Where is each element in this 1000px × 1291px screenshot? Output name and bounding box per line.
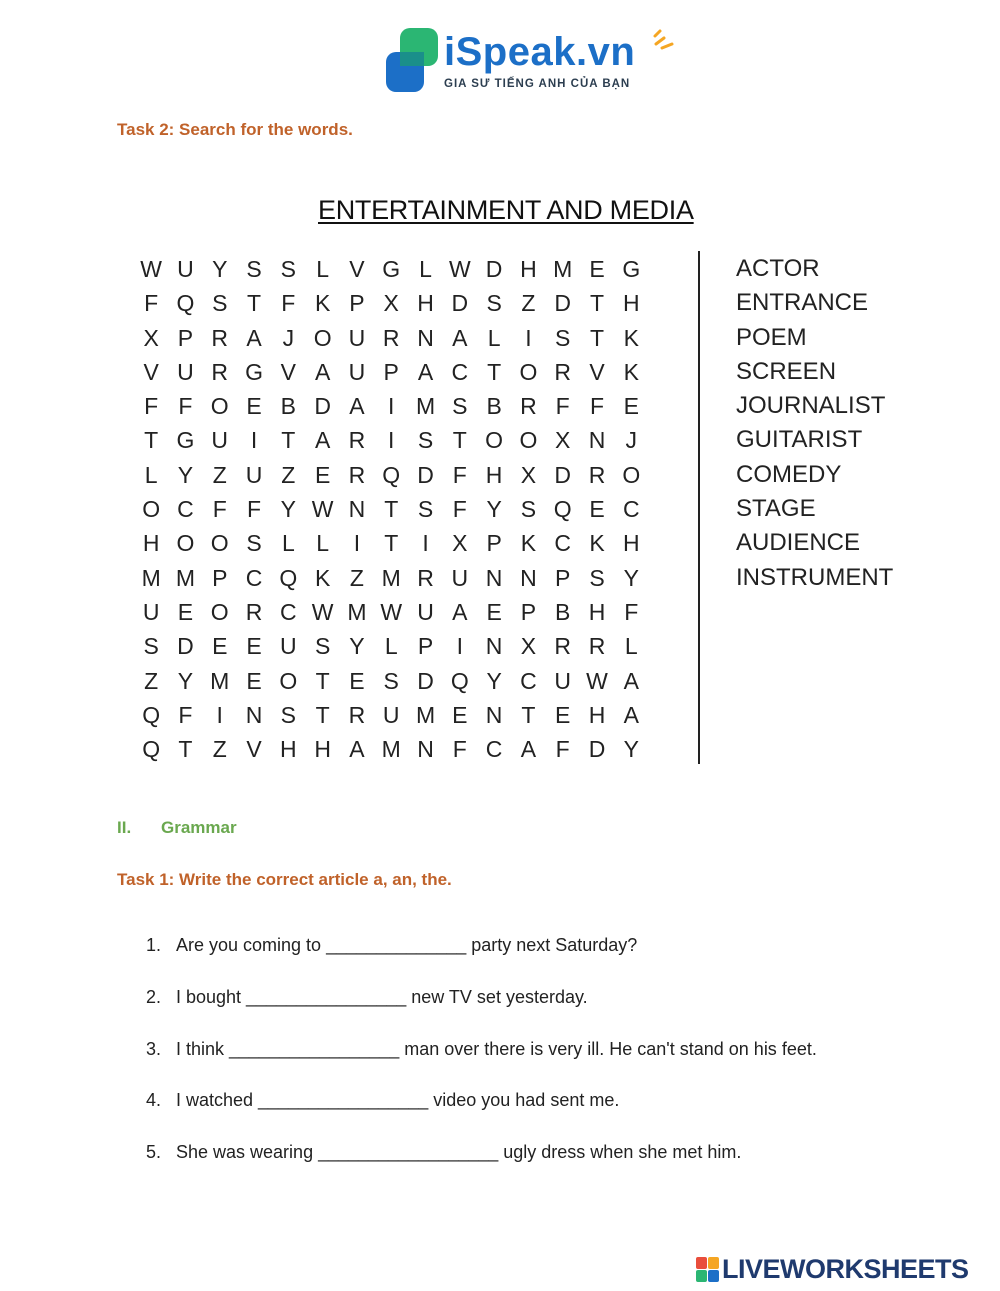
grid-cell[interactable]: V bbox=[280, 358, 296, 385]
grid-cell[interactable]: Y bbox=[349, 633, 365, 660]
word-list-item: STAGE bbox=[736, 495, 816, 523]
grid-cell[interactable]: L bbox=[384, 633, 398, 660]
grid-cell[interactable]: T bbox=[384, 496, 399, 523]
grid-cell[interactable]: L bbox=[624, 633, 638, 660]
grid-cell[interactable]: F bbox=[178, 393, 193, 420]
grid-cell[interactable]: H bbox=[520, 256, 537, 282]
grid-cell[interactable]: Z bbox=[212, 461, 227, 488]
grid-cell[interactable]: S bbox=[246, 256, 262, 282]
grid-cell[interactable]: F bbox=[589, 393, 605, 420]
grid-cell[interactable]: I bbox=[353, 530, 361, 557]
grid-cell[interactable]: P bbox=[520, 598, 537, 625]
grid-cell[interactable]: G bbox=[245, 358, 263, 385]
grid-cell[interactable]: R bbox=[211, 358, 229, 385]
grid-cell[interactable]: X bbox=[555, 427, 571, 454]
grid-cell[interactable]: C bbox=[554, 530, 572, 557]
grid-cell[interactable]: R bbox=[382, 324, 400, 351]
grid-cell[interactable]: L bbox=[419, 256, 432, 282]
puzzle-title: ENTERTAINMENT AND MEDIA bbox=[318, 195, 694, 225]
grid-row bbox=[134, 355, 648, 389]
grid-row bbox=[134, 629, 648, 663]
grid-cell[interactable]: E bbox=[452, 701, 468, 728]
grid-cell[interactable]: O bbox=[519, 427, 538, 454]
grid-cell[interactable]: W bbox=[311, 598, 334, 625]
word-list-item: ENTRANCE bbox=[736, 289, 869, 317]
exercise-item bbox=[146, 1085, 817, 1137]
grid-cell[interactable]: N bbox=[520, 564, 537, 591]
grid-cell[interactable]: W bbox=[140, 256, 162, 282]
grammar-number: II. bbox=[117, 818, 132, 837]
grid-cell[interactable]: E bbox=[212, 633, 228, 660]
grid-cell[interactable]: G bbox=[176, 427, 195, 454]
grid-cell[interactable]: S bbox=[520, 496, 537, 523]
word-list bbox=[736, 252, 893, 595]
grid-cell[interactable]: C bbox=[245, 564, 263, 591]
grid-cell[interactable]: V bbox=[246, 736, 262, 763]
grid-cell[interactable]: M bbox=[415, 701, 436, 728]
grid-cell[interactable]: E bbox=[314, 461, 331, 488]
grid-cell[interactable]: M bbox=[347, 598, 367, 625]
grid-cell[interactable]: K bbox=[314, 564, 331, 591]
grid-cell[interactable]: H bbox=[314, 736, 331, 763]
grid-cell[interactable]: Z bbox=[281, 461, 296, 488]
grid-cell[interactable]: F bbox=[178, 701, 193, 728]
liveworksheets-logo-icon bbox=[696, 1257, 720, 1283]
grid-cell[interactable]: X bbox=[452, 530, 468, 557]
grid-cell[interactable]: I bbox=[525, 324, 532, 351]
grid-cell[interactable]: S bbox=[143, 633, 159, 660]
grid-cell[interactable]: V bbox=[589, 358, 605, 385]
exercise-text: I bought ________________ new TV set yesterday. bbox=[176, 986, 588, 1007]
grid-cell[interactable]: C bbox=[451, 358, 469, 385]
grid-cell[interactable]: X bbox=[143, 324, 159, 351]
grid-cell[interactable]: H bbox=[588, 598, 606, 625]
word-list-item: GUITARIST bbox=[736, 426, 863, 454]
grid-cell[interactable]: Z bbox=[349, 564, 364, 591]
grid-cell[interactable]: H bbox=[622, 290, 640, 317]
grid-cell[interactable]: L bbox=[144, 461, 158, 488]
grid-cell[interactable]: Q bbox=[553, 496, 572, 523]
logo-name: iSpeak.vn bbox=[444, 30, 636, 74]
grid-cell[interactable]: A bbox=[246, 324, 262, 351]
grid-cell[interactable]: D bbox=[314, 393, 331, 420]
grid-cell[interactable]: F bbox=[212, 496, 227, 523]
grid-cell[interactable]: X bbox=[520, 633, 537, 660]
ispeak-logo-mark-icon bbox=[384, 26, 444, 94]
grid-cell[interactable]: R bbox=[348, 461, 366, 488]
grid-cell[interactable]: L bbox=[487, 324, 501, 351]
grid-cell[interactable]: T bbox=[384, 530, 399, 557]
grid-cell[interactable]: R bbox=[588, 461, 606, 488]
grid-row bbox=[134, 561, 648, 595]
exercise-item bbox=[146, 1034, 817, 1086]
grid-row bbox=[134, 321, 648, 355]
liveworksheets-text: LIVEWORKSHEETS bbox=[722, 1254, 969, 1284]
logo-tagline: GIA SƯ TIẾNG ANH CỦA BẠN bbox=[444, 78, 631, 90]
grid-cell[interactable]: S bbox=[555, 324, 571, 351]
grid-cell[interactable]: H bbox=[142, 530, 160, 557]
grid-cell[interactable]: K bbox=[520, 530, 537, 557]
grid-cell[interactable]: X bbox=[383, 290, 399, 317]
grid-cell[interactable]: A bbox=[623, 701, 639, 728]
grid-cell[interactable]: Y bbox=[623, 564, 639, 591]
grid-cell[interactable]: I bbox=[456, 633, 464, 660]
grid-cell[interactable]: A bbox=[349, 393, 365, 420]
grid-cell[interactable]: C bbox=[485, 736, 503, 763]
grid-cell[interactable]: Y bbox=[486, 667, 502, 694]
word-list-item: AUDIENCE bbox=[736, 529, 861, 557]
grid-cell[interactable]: I bbox=[388, 427, 395, 454]
exercise-item bbox=[146, 1137, 817, 1189]
grid-cell[interactable]: S bbox=[383, 667, 399, 694]
grid-cell[interactable]: D bbox=[451, 290, 469, 317]
grid-cell[interactable]: U bbox=[451, 564, 469, 591]
grid-row bbox=[134, 664, 648, 698]
grid-cell[interactable]: F bbox=[452, 496, 467, 523]
grid-cell[interactable]: N bbox=[485, 564, 503, 591]
grid-cell[interactable]: P bbox=[486, 530, 502, 557]
grid-cell[interactable]: C bbox=[622, 496, 640, 523]
grid-cell[interactable]: A bbox=[417, 358, 434, 385]
grid-row bbox=[134, 423, 648, 457]
grid-cell[interactable]: D bbox=[588, 736, 606, 763]
grid-cell[interactable]: S bbox=[417, 427, 434, 454]
grid-cell[interactable]: S bbox=[212, 290, 228, 317]
grid-cell[interactable]: D bbox=[417, 461, 434, 488]
grid-cell[interactable]: R bbox=[348, 701, 366, 728]
grid-cell[interactable]: N bbox=[417, 736, 434, 763]
grid-cell[interactable]: S bbox=[314, 633, 331, 660]
grid-cell[interactable]: O bbox=[279, 667, 298, 694]
grid-cell[interactable]: H bbox=[417, 290, 434, 317]
word-list-item: SCREEN bbox=[736, 357, 837, 385]
grammar-heading bbox=[117, 818, 237, 838]
grid-cell[interactable]: O bbox=[485, 427, 504, 454]
grid-cell[interactable]: L bbox=[316, 256, 330, 282]
exercise-text: I think _________________ man over there is very ill. He can't stand on his feet. bbox=[176, 1038, 817, 1059]
grid-cell[interactable]: F bbox=[452, 461, 467, 488]
grid-cell[interactable]: A bbox=[314, 427, 331, 454]
grid-row bbox=[134, 595, 648, 629]
exercise-number: 4. bbox=[146, 1090, 162, 1111]
grid-cell[interactable]: P bbox=[417, 633, 434, 660]
grid-cell[interactable]: P bbox=[383, 358, 399, 385]
grid-cell[interactable]: U bbox=[417, 598, 434, 625]
grid-cell[interactable]: I bbox=[216, 701, 223, 728]
grid-cell[interactable]: F bbox=[452, 736, 467, 763]
grid-cell[interactable]: E bbox=[589, 496, 605, 523]
grid-cell[interactable]: Q bbox=[450, 667, 469, 694]
grid-cell[interactable]: G bbox=[382, 256, 401, 282]
grid-cell[interactable]: P bbox=[177, 324, 194, 351]
grid-cell[interactable]: M bbox=[381, 564, 401, 591]
grid-cell[interactable]: M bbox=[553, 256, 573, 282]
grid-cell[interactable]: M bbox=[415, 393, 436, 420]
grid-cell[interactable]: A bbox=[520, 736, 537, 763]
grid-cell[interactable]: T bbox=[487, 358, 502, 385]
grid-cell[interactable]: S bbox=[417, 496, 434, 523]
grid-cell[interactable]: E bbox=[486, 598, 502, 625]
word-list-item: ACTOR bbox=[736, 255, 820, 282]
grid-cell[interactable]: R bbox=[554, 633, 572, 660]
grid-cell[interactable]: T bbox=[281, 427, 296, 454]
grid-cell[interactable]: W bbox=[380, 598, 403, 625]
grid-cell[interactable]: M bbox=[381, 736, 401, 763]
grid-cell[interactable]: A bbox=[314, 358, 331, 385]
exercise-text: Are you coming to ______________ party next Saturday? bbox=[176, 935, 638, 955]
word-list-item: INSTRUMENT bbox=[736, 563, 894, 591]
grid-cell[interactable]: N bbox=[485, 633, 503, 660]
grid-cell[interactable]: R bbox=[211, 324, 229, 351]
grid-cell[interactable]: I bbox=[250, 427, 258, 454]
grid-cell[interactable]: P bbox=[212, 564, 228, 591]
grid-cell[interactable]: I bbox=[388, 393, 395, 420]
grid-cell[interactable]: T bbox=[589, 324, 605, 351]
grid-cell[interactable]: E bbox=[623, 393, 639, 420]
grid-row bbox=[134, 698, 648, 732]
grid-cell[interactable]: F bbox=[144, 393, 159, 420]
grammar-title: Grammar bbox=[161, 818, 237, 837]
grid-cell[interactable]: T bbox=[315, 701, 330, 728]
grid-cell[interactable]: Z bbox=[521, 290, 536, 317]
grid-row bbox=[134, 389, 648, 423]
grid-cell[interactable]: T bbox=[247, 290, 262, 317]
grid-cell[interactable]: A bbox=[452, 324, 468, 351]
exercise-number: 2. bbox=[146, 986, 162, 1007]
grid-row bbox=[134, 286, 648, 320]
grid-row bbox=[134, 252, 648, 286]
word-list-item: POEM bbox=[736, 323, 807, 351]
grid-cell[interactable]: T bbox=[315, 667, 330, 694]
grid-cell[interactable]: F bbox=[624, 598, 639, 625]
grid-cell[interactable]: C bbox=[177, 496, 194, 523]
grid-cell[interactable]: L bbox=[316, 530, 330, 557]
grid-cell[interactable]: Q bbox=[142, 701, 161, 728]
grid-cell[interactable]: E bbox=[246, 667, 262, 694]
grid-cell[interactable]: U bbox=[382, 701, 400, 728]
grid-cell[interactable]: W bbox=[586, 667, 608, 694]
word-search-grid bbox=[134, 252, 648, 766]
word-list-item: COMEDY bbox=[736, 460, 842, 488]
grid-cell[interactable]: Y bbox=[623, 736, 639, 763]
grid-cell[interactable]: L bbox=[281, 530, 295, 557]
grid-cell[interactable]: T bbox=[589, 290, 605, 317]
grid-cell[interactable]: T bbox=[144, 427, 159, 454]
grid-cell[interactable]: E bbox=[349, 667, 365, 694]
exercise-text: I watched _________________ video you had sent me. bbox=[176, 1090, 620, 1111]
grid-cell[interactable]: Q bbox=[279, 564, 298, 591]
exercise-number: 1. bbox=[146, 935, 162, 955]
grid-cell[interactable]: U bbox=[177, 256, 194, 282]
grid-cell[interactable]: O bbox=[210, 393, 229, 420]
grid-cell[interactable]: E bbox=[177, 598, 194, 625]
grid-cell[interactable]: O bbox=[519, 358, 538, 385]
grid-cell[interactable]: U bbox=[348, 324, 366, 351]
grid-cell[interactable]: F bbox=[555, 393, 570, 420]
grid-cell[interactable]: U bbox=[142, 598, 160, 625]
exercise-item bbox=[146, 930, 817, 982]
grid-cell[interactable]: R bbox=[588, 633, 606, 660]
grid-cell[interactable]: O bbox=[313, 324, 332, 351]
exercise-text: She was wearing __________________ ugly dress when she met him. bbox=[176, 1142, 742, 1163]
grid-row bbox=[134, 458, 648, 492]
grid-cell[interactable]: B bbox=[486, 393, 502, 420]
grid-cell[interactable]: S bbox=[246, 530, 262, 557]
grid-cell[interactable]: J bbox=[625, 427, 638, 454]
grid-cell[interactable]: Q bbox=[176, 290, 195, 317]
grid-cell[interactable]: O bbox=[622, 461, 641, 488]
grid-cell[interactable]: P bbox=[349, 290, 365, 317]
grid-cell[interactable]: T bbox=[521, 701, 536, 728]
grid-cell[interactable]: E bbox=[555, 701, 571, 728]
grid-cell[interactable]: R bbox=[245, 598, 263, 625]
ispeak-logo bbox=[384, 26, 684, 98]
grid-cell[interactable]: S bbox=[280, 701, 296, 728]
grid-cell[interactable]: E bbox=[246, 633, 262, 660]
grid-cell[interactable]: N bbox=[348, 496, 366, 523]
grid-cell[interactable]: Y bbox=[280, 496, 296, 523]
grid-row bbox=[134, 526, 648, 560]
grid-cell[interactable]: U bbox=[211, 427, 229, 454]
grid-cell[interactable]: R bbox=[417, 564, 434, 591]
grid-cell[interactable]: A bbox=[349, 736, 365, 763]
exercise-list bbox=[146, 930, 817, 1189]
grid-cell[interactable]: N bbox=[588, 427, 606, 454]
grid-cell[interactable]: W bbox=[311, 496, 334, 523]
grid-cell[interactable]: Y bbox=[486, 496, 502, 523]
grid-cell[interactable]: V bbox=[349, 256, 365, 282]
grid-cell[interactable]: Y bbox=[177, 667, 194, 694]
grid-cell[interactable]: A bbox=[623, 667, 639, 694]
grid-cell[interactable]: N bbox=[485, 701, 503, 728]
grid-cell[interactable]: K bbox=[623, 324, 639, 351]
grid-cell[interactable]: M bbox=[210, 667, 230, 694]
grid-cell[interactable]: B bbox=[555, 598, 571, 625]
grid-cell[interactable]: F bbox=[247, 496, 262, 523]
grid-cell[interactable]: N bbox=[245, 701, 263, 728]
grid-cell[interactable]: M bbox=[141, 564, 161, 591]
grid-cell[interactable]: Z bbox=[144, 667, 159, 694]
grid-cell[interactable]: Q bbox=[382, 461, 401, 488]
grid-cell[interactable]: M bbox=[175, 564, 196, 591]
liveworksheets-brand bbox=[696, 1255, 996, 1285]
grid-cell[interactable]: T bbox=[452, 427, 467, 454]
grid-cell[interactable]: V bbox=[143, 358, 159, 385]
grid-cell[interactable]: F bbox=[281, 290, 296, 317]
exercise-item bbox=[146, 982, 817, 1034]
grid-cell[interactable]: B bbox=[280, 393, 296, 420]
grid-cell[interactable]: S bbox=[486, 290, 502, 317]
grid-cell[interactable]: Y bbox=[212, 256, 228, 282]
grid-cell[interactable]: K bbox=[314, 290, 331, 317]
grid-cell[interactable]: Y bbox=[177, 461, 194, 488]
grid-cell[interactable]: U bbox=[348, 358, 366, 385]
word-list-item: JOURNALIST bbox=[736, 392, 886, 420]
grid-cell[interactable]: R bbox=[520, 393, 537, 420]
grid-cell[interactable]: U bbox=[554, 667, 572, 694]
task1-heading: Task 1: Write the correct article a, an, the. bbox=[117, 870, 452, 889]
grid-cell[interactable]: R bbox=[348, 427, 366, 454]
grid-cell[interactable]: D bbox=[485, 256, 503, 282]
grid-cell[interactable]: O bbox=[210, 530, 229, 557]
grid-cell[interactable]: G bbox=[622, 256, 641, 282]
grid-cell[interactable]: K bbox=[589, 530, 605, 557]
grid-row bbox=[134, 492, 648, 526]
grid-cell[interactable]: F bbox=[555, 736, 570, 763]
grid-cell[interactable]: J bbox=[282, 324, 295, 351]
grid-cell[interactable]: A bbox=[452, 598, 468, 625]
grid-cell[interactable]: Z bbox=[212, 736, 227, 763]
grid-cell[interactable]: S bbox=[589, 564, 605, 591]
grid-cell[interactable]: C bbox=[280, 598, 297, 625]
exercise-number: 3. bbox=[146, 1038, 162, 1059]
grid-cell[interactable]: U bbox=[177, 358, 194, 385]
grid-cell[interactable]: W bbox=[448, 256, 471, 282]
grid-cell[interactable]: N bbox=[417, 324, 434, 351]
grid-cell[interactable]: T bbox=[178, 736, 193, 763]
grid-cell[interactable]: D bbox=[554, 290, 572, 317]
sparkle-icon bbox=[652, 28, 678, 54]
grid-cell[interactable]: X bbox=[520, 461, 537, 488]
grid-cell[interactable]: D bbox=[177, 633, 194, 660]
grid-cell[interactable]: H bbox=[485, 461, 503, 488]
grid-cell[interactable]: E bbox=[589, 256, 605, 282]
grid-divider bbox=[698, 251, 700, 764]
grid-cell[interactable]: I bbox=[422, 530, 429, 557]
grid-cell[interactable]: U bbox=[280, 633, 297, 660]
exercise-number: 5. bbox=[146, 1142, 162, 1163]
grid-cell[interactable]: H bbox=[588, 701, 606, 728]
grid-cell[interactable]: S bbox=[452, 393, 468, 420]
grid-cell[interactable]: P bbox=[555, 564, 571, 591]
grid-cell[interactable]: O bbox=[142, 496, 161, 523]
grid-cell[interactable]: E bbox=[246, 393, 262, 420]
task2-heading: Task 2: Search for the words. bbox=[117, 120, 353, 139]
grid-cell[interactable]: F bbox=[144, 290, 159, 317]
grid-cell[interactable]: U bbox=[245, 461, 263, 488]
grid-cell[interactable]: H bbox=[280, 736, 297, 763]
grid-cell[interactable]: Q bbox=[142, 736, 161, 763]
grid-row bbox=[134, 732, 648, 766]
grid-cell[interactable]: O bbox=[176, 530, 195, 557]
grid-cell[interactable]: O bbox=[210, 598, 229, 625]
grid-cell[interactable]: H bbox=[622, 530, 640, 557]
grid-cell[interactable]: C bbox=[520, 667, 537, 694]
grid-cell[interactable]: D bbox=[554, 461, 572, 488]
grid-cell[interactable]: K bbox=[623, 358, 639, 385]
grid-cell[interactable]: R bbox=[554, 358, 572, 385]
grid-cell[interactable]: S bbox=[280, 256, 296, 282]
grid-cell[interactable]: D bbox=[417, 667, 434, 694]
